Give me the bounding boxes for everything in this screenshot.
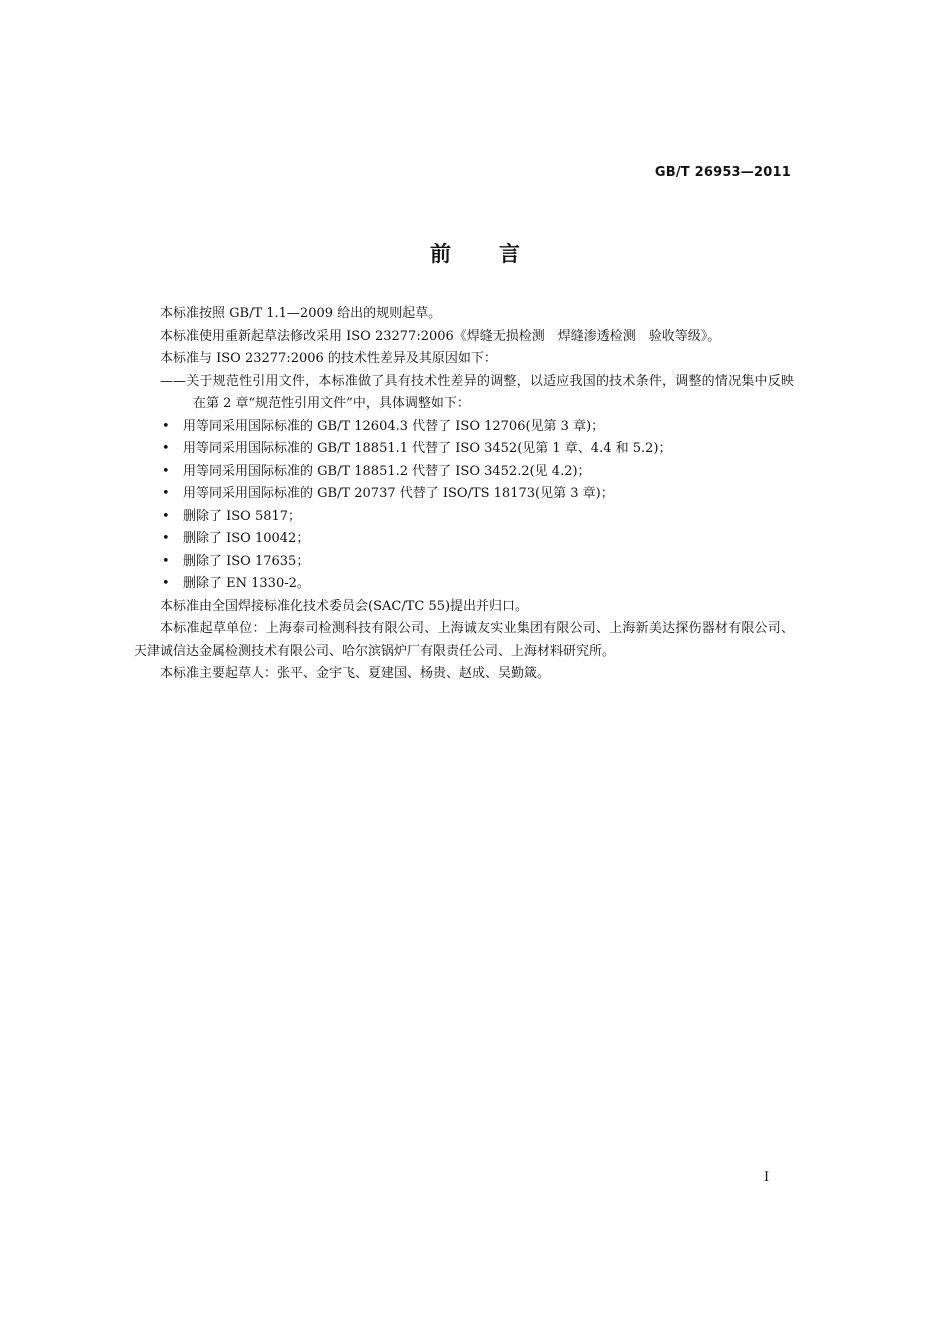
- list-item: [134, 483, 794, 506]
- list-item-text: 用等同采用国际标准的 GB/T 18851.2 代替了 ISO 3452.2(见 4.2)；: [183, 463, 591, 479]
- list-item: [134, 461, 794, 484]
- adjustment-list: [134, 416, 794, 596]
- list-item: [134, 438, 794, 461]
- list-item: [134, 573, 794, 596]
- bullet-icon: •: [162, 531, 170, 546]
- bullet-icon: •: [162, 463, 170, 479]
- list-item: [134, 528, 794, 551]
- list-item-text: 删除了 ISO 10042；: [183, 531, 310, 546]
- paragraph-drafting-rules: 本标准按照 GB/T 1.1—2009 给出的规则起草。: [160, 306, 442, 321]
- paragraph-drafting-units: 本标准起草单位：上海泰司检测科技有限公司、上海诚友实业集团有限公司、上海新美达探伤器材有限公司、天津诚信达金属检测技术有限公司、哈尔滨锅炉厂有限责任公司、上海材料研究所。: [134, 621, 794, 659]
- list-item-text: 删除了 ISO 5817；: [183, 508, 302, 524]
- bullet-icon: •: [162, 553, 170, 569]
- list-item-text: 用等同采用国际标准的 GB/T 20737 代替了 ISO/TS 18173(见第 3 章)；: [183, 486, 614, 501]
- paragraph-differences: 本标准与 ISO 23277:2006 的技术性差异及其原因如下：: [160, 351, 497, 366]
- list-item-text: 删除了 EN 1330-2。: [183, 576, 310, 591]
- list-item-text: 删除了 ISO 17635；: [183, 553, 310, 569]
- bullet-icon: •: [162, 508, 170, 524]
- paragraph-drafters: 本标准主要起草人：张平、金宇飞、夏建国、杨贵、赵成、吴勤箴。: [160, 666, 551, 681]
- page-title: 前言: [430, 242, 568, 266]
- bullet-icon: •: [162, 576, 170, 591]
- page-number: I: [764, 1170, 770, 1185]
- paragraph-proposer: 本标准由全国焊接标准化技术委员会(SAC/TC 55)提出并归口。: [160, 598, 529, 614]
- bullet-icon: •: [162, 418, 170, 434]
- foreword-body: [134, 303, 794, 686]
- list-item: [134, 506, 794, 529]
- list-item-text: 用等同采用国际标准的 GB/T 18851.1 代替了 ISO 3452(见第 1 章、4.4 和 5.2)；: [183, 441, 672, 456]
- list-item: [134, 551, 794, 574]
- list-item: [134, 416, 794, 439]
- bullet-icon: •: [162, 486, 170, 501]
- bullet-icon: •: [162, 441, 170, 456]
- standard-number: GB/T 26953—2011: [654, 165, 791, 180]
- list-item-text: 用等同采用国际标准的 GB/T 12604.3 代替了 ISO 12706(见第 3 章)；: [183, 418, 605, 434]
- dash-item-normative-references: ——关于规范性引用文件，本标准做了具有技术性差异的调整，以适应我国的技术条件，调整的情况集中反映在第 2 章“规范性引用文件”中，具体调整如下：: [160, 373, 794, 411]
- paragraph-adoption: 本标准使用重新起草法修改采用 ISO 23277:2006《焊缝无损检测 焊缝渗透检测 验收等级》。: [160, 328, 721, 344]
